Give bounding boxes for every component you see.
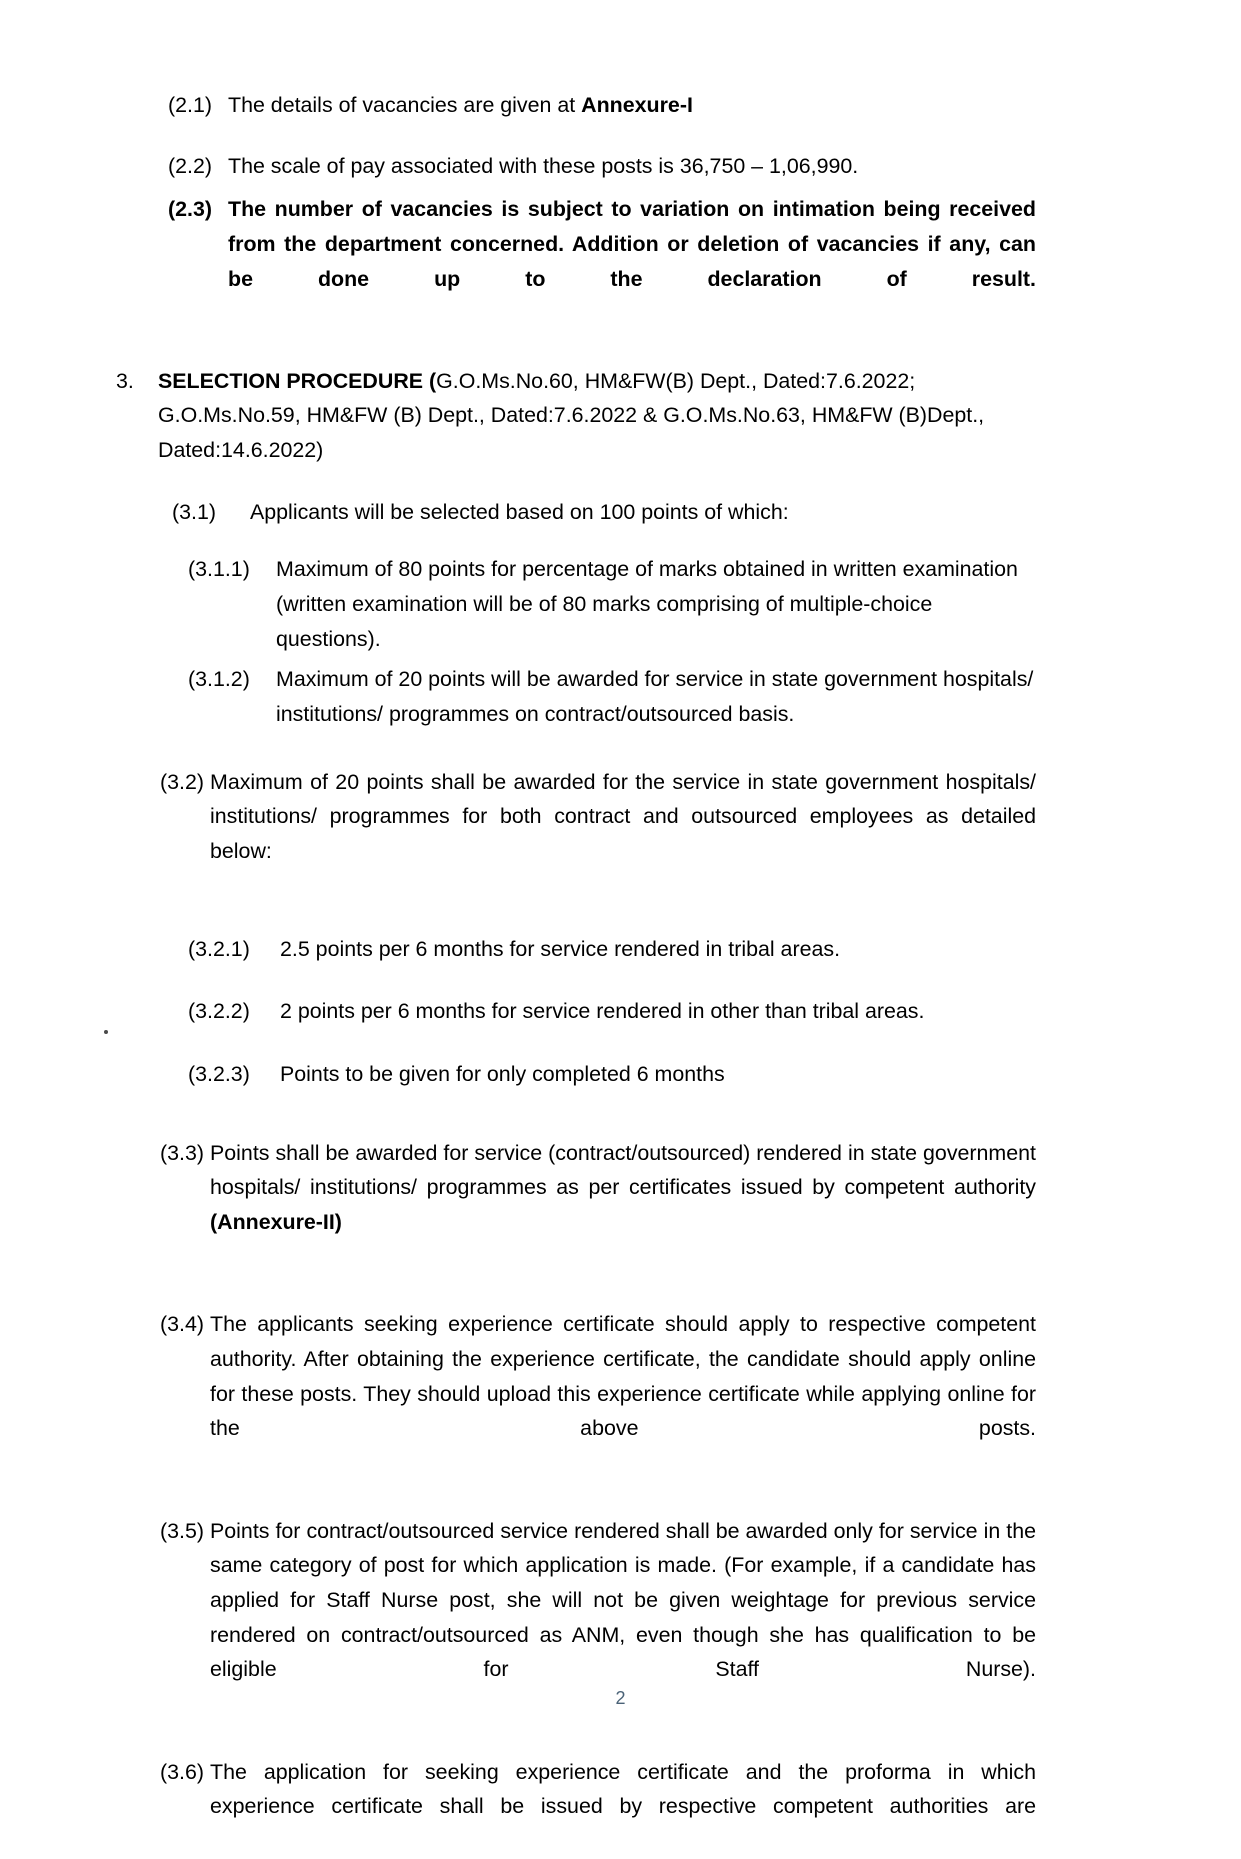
section-3-heading	[116, 364, 1036, 467]
section-number: 3.	[116, 369, 134, 394]
clause-text: Points for contract/outsourced service rendered shall be awarded only for service in the same category of post for which application is made. (For example, if a candidate has applied for Staff Nurse post, she will not be given weightage for previous service rendered on contract/outsourced as ANM, even though she has qualification to be eligible for Staff Nurse).	[210, 1518, 1036, 1682]
clause-2-3	[168, 192, 1036, 331]
clause-3-2	[160, 765, 1036, 904]
clause-marker: (2.2)	[168, 153, 212, 178]
clause-text-plain: Points shall be awarded for service (contract/outsourced) rendered in state government hospitals/ institutions/ programmes as per certificates issued by competent authority	[210, 1140, 1036, 1200]
clause-text: The applicants seeking experience certificate should apply to respective competent authority. After obtaining the experience certificate, the candidate should apply online for these posts. They should upload this experience certificate while applying online for the above posts.	[210, 1312, 1036, 1441]
clause-text: The application for seeking experience certificate and the proforma in which experience certificate shall be issued by respective competent authorities are	[210, 1759, 1036, 1819]
section-heading-text	[158, 364, 1036, 467]
clause-text: Maximum of 20 points shall be awarded for the service in state government hospitals/ institutions/ programmes for both contract and outsourced employees as detailed below:	[210, 769, 1036, 864]
clause-text-bold: Annexure-I	[581, 93, 693, 117]
clause-3-2-1	[188, 932, 1036, 967]
clause-text: Maximum of 20 points will be awarded for service in state government hospitals/ institutions/ programmes on contract/outsourced basis.	[276, 667, 1034, 727]
clause-text: 2.5 points per 6 months for service rendered in tribal areas.	[280, 936, 841, 961]
clause-3-1	[172, 495, 1036, 530]
clause-3-2-2	[188, 994, 1036, 1029]
clause-3-4	[160, 1307, 1036, 1480]
clause-marker: (3.1.1)	[188, 557, 250, 582]
clause-marker: (3.1)	[172, 499, 216, 524]
clause-marker: (3.2.1)	[188, 936, 250, 961]
stray-dot-artifact	[104, 1030, 108, 1034]
section-heading-rest: G.O.Ms.No.60, HM&FW(B) Dept., Dated:7.6.2022; G.O.Ms.No.59, HM&FW (B) Dept., Dated:7.6.2022 & G.O.Ms.No.63, HM&FW (B)Dept., Dated:14.6.2022)	[158, 369, 985, 462]
clause-marker: (3.3)	[160, 1140, 204, 1165]
clause-marker: (3.4)	[160, 1312, 204, 1337]
clause-3-6	[160, 1755, 1036, 1859]
clause-text: Maximum of 80 points for percentage of marks obtained in written examination (written examination will be of 80 marks comprising of multiple-choice questions).	[276, 557, 1018, 651]
clause-3-3	[160, 1136, 1036, 1275]
clause-3-2-3	[188, 1057, 1036, 1092]
clause-text-bold: (Annexure-II)	[210, 1209, 342, 1234]
clause-marker: (3.2.2)	[188, 999, 250, 1024]
clause-text: 2 points per 6 months for service rendered in other than tribal areas.	[280, 999, 925, 1024]
clause-3-1-2	[188, 662, 1036, 731]
clause-marker: (3.2.3)	[188, 1061, 250, 1086]
clause-marker: (3.6)	[160, 1759, 204, 1784]
clause-marker: (2.3)	[168, 197, 212, 222]
clause-text	[228, 88, 1036, 123]
clause-text-plain: The details of vacancies are given at	[228, 93, 582, 117]
clause-text: The scale of pay associated with these posts is 36,750 – 1,06,990.	[228, 153, 859, 178]
clause-text: The number of vacancies is subject to variation on intimation being received from the department concerned. Addition or deletion of vacancies if any, can be done up to the declaration of result.	[228, 197, 1036, 291]
clause-marker: (3.2)	[160, 769, 204, 794]
clause-marker: (3.5)	[160, 1518, 204, 1543]
page-number: 2	[615, 1688, 626, 1708]
document-content	[116, 88, 1036, 1859]
clause-3-1-1	[188, 552, 1036, 656]
clause-2-1	[168, 88, 1036, 123]
clause-text	[210, 1136, 1036, 1275]
clause-2-2	[168, 149, 1036, 184]
clause-marker: (3.1.2)	[188, 667, 250, 692]
section-heading-bold: SELECTION PROCEDURE (	[158, 369, 437, 394]
clause-text: Applicants will be selected based on 100 points of which:	[250, 499, 789, 524]
clause-text: Points to be given for only completed 6 months	[280, 1061, 725, 1086]
clause-marker: (2.1)	[168, 93, 212, 117]
